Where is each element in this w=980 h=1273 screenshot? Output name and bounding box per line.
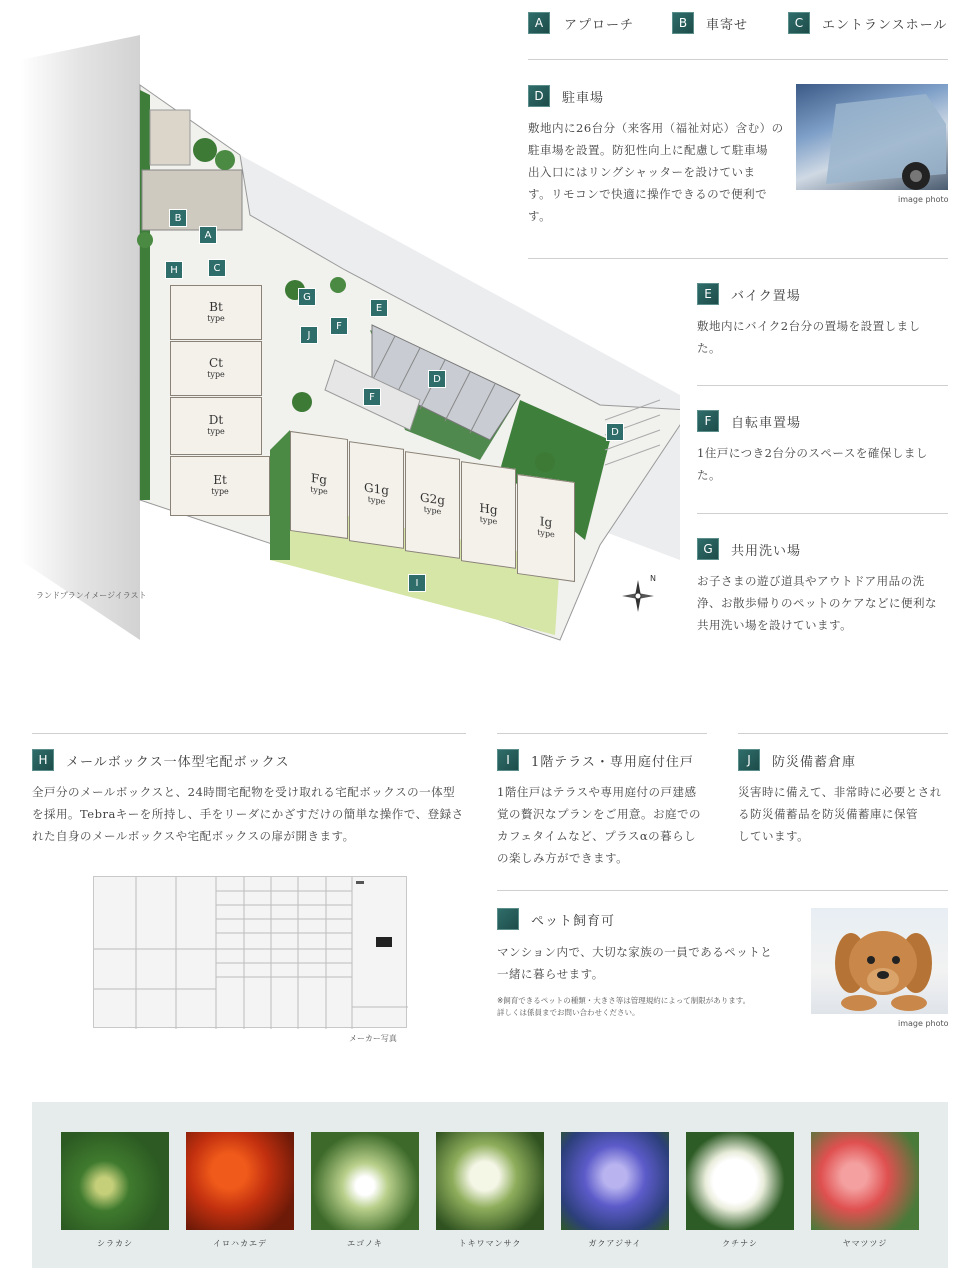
unit-label: Fg: [310, 470, 327, 488]
feature-j-heading: [738, 749, 856, 771]
text-line: しています。: [738, 829, 810, 843]
plant-name: クチナシ: [722, 1239, 758, 1248]
text-line: た。: [697, 341, 721, 355]
unit-label: G1g: [364, 480, 389, 498]
unit-g2g: [405, 451, 460, 559]
feature-g-badge: G: [697, 538, 719, 560]
unit-type: type: [211, 487, 229, 496]
feature-a-heading: [528, 12, 634, 34]
plant-name: ヤマツツジ: [842, 1239, 888, 1248]
map-marker-i[interactable]: I: [408, 574, 426, 592]
text-line: 1住戸につき2台分のスペースを確保しまし: [697, 446, 928, 460]
plant-name: エゴノキ: [347, 1239, 383, 1248]
feature-f-heading: [697, 410, 801, 432]
tokiwamansaku-photo: [436, 1132, 544, 1230]
text-line: 浄、お散歩帰りのペットのケアなどに便利な: [697, 596, 937, 610]
dog-photo-caption: image photo: [898, 1019, 949, 1028]
pet-text: [497, 941, 797, 985]
text-line: を採用。Tebraキーを所持し、手をリーダにかざすだけの簡単な操作で、登録さ: [32, 807, 464, 821]
text-line: お子さまの遊び道具やアウトドア用品の洗: [697, 574, 925, 588]
unit-ig: [517, 474, 575, 582]
unit-label: Bt: [209, 299, 223, 314]
unit-label: G2g: [420, 490, 445, 508]
text-line: の楽しみ方ができます。: [497, 851, 629, 865]
unit-label: Et: [213, 473, 227, 487]
feature-h-badge: H: [32, 749, 54, 771]
pet-notes: [497, 995, 750, 1019]
unit-et: [170, 456, 270, 516]
text-line: 1階住戸はテラスや専用庭付の戸建感: [497, 785, 697, 799]
divider: [528, 59, 948, 60]
text-line: 共用洗い場を設けています。: [697, 618, 853, 632]
text-line: た。: [697, 468, 721, 482]
feature-f-badge: F: [697, 410, 719, 432]
divider: [738, 733, 948, 734]
feature-e-badge: E: [697, 283, 719, 305]
divider: [697, 513, 948, 514]
text-line: 一緒に暮らせます。: [497, 967, 604, 981]
plant-name: シラカシ: [97, 1239, 133, 1248]
feature-a-title: アプローチ: [564, 17, 635, 33]
map-marker-g[interactable]: G: [298, 288, 316, 306]
plant-card-egonoki: [311, 1132, 419, 1249]
plant-card-shirakashi: [61, 1132, 169, 1249]
egonoki-photo: [311, 1132, 419, 1230]
text-line: す。: [528, 209, 552, 223]
shirakashi-photo: [61, 1132, 169, 1230]
feature-j-text: [738, 781, 953, 847]
unit-type: type: [423, 504, 442, 517]
plant-card-gakuajisai: [561, 1132, 669, 1249]
feature-e-heading: [697, 283, 801, 305]
note-line: ※飼育できるペットの種類・大きさ等は管理規約によって制限があります。: [497, 996, 751, 1005]
feature-a-badge: A: [528, 12, 550, 34]
text-line: 災害時に備えて、非常時に必要とされ: [738, 785, 942, 799]
feature-f-text: [697, 442, 947, 486]
feature-j-badge: J: [738, 749, 760, 771]
map-marker-a[interactable]: A: [199, 226, 217, 244]
unit-label: Ig: [539, 514, 553, 530]
feature-i-text: [497, 781, 712, 869]
map-marker-h[interactable]: H: [165, 261, 183, 279]
feature-h-text: [32, 781, 472, 847]
text-line: す。リモコンで快適に操作できるので便利で: [528, 187, 768, 201]
unit-type: type: [207, 313, 225, 323]
text-line: 出入口にはリングシャッターを設けていま: [528, 165, 756, 179]
unit-type: type: [537, 527, 555, 540]
feature-j-title: 防災備蓄倉庫: [772, 754, 857, 770]
map-marker-d-parking[interactable]: D: [428, 370, 446, 388]
feature-c-badge: C: [788, 12, 810, 34]
unit-dt: [170, 397, 262, 455]
unit-type: type: [207, 427, 225, 436]
unit-label: Ct: [208, 355, 223, 370]
unit-g1g: [349, 441, 404, 549]
unit-ct: [170, 341, 262, 396]
text-line: 駐車場を設置。防犯性向上に配慮して駐車場: [528, 143, 768, 157]
map-caption: ランドプランイメージイラスト: [36, 591, 147, 600]
unit-bt: [170, 285, 262, 340]
divider: [497, 733, 707, 734]
feature-d-title: 駐車場: [562, 90, 605, 106]
map-marker-b[interactable]: B: [169, 209, 187, 227]
unit-type: type: [479, 514, 498, 527]
text-line: 敷地内に26台分（来客用（福祉対応）含む）の: [528, 121, 784, 135]
car-photo: [796, 84, 948, 190]
text-line: 敷地内にバイク2台分の置場を設置しまし: [697, 319, 921, 333]
unit-type: type: [207, 369, 225, 379]
text-line: 全戸分のメールボックスと、24時間宅配物を受け取れる宅配ボックスの一体型: [32, 785, 456, 799]
unit-type: type: [367, 494, 386, 507]
plant-card-tokiwamansaku: [436, 1132, 544, 1249]
divider: [528, 258, 948, 259]
pet-title: ペット飼育可: [531, 913, 616, 929]
compass-north-label: N: [650, 574, 656, 583]
feature-d-text: [528, 117, 788, 227]
plant-name: トキワマンサク: [458, 1239, 522, 1248]
feature-c-title: エントランスホール: [822, 17, 948, 33]
iroha-kaede-photo: [186, 1132, 294, 1230]
feature-b-title: 車寄せ: [706, 17, 749, 33]
feature-h-heading: [32, 749, 289, 771]
mailbox-photo: [93, 876, 407, 1028]
divider: [497, 890, 948, 891]
car-photo-caption: image photo: [898, 195, 949, 204]
dog-photo: [811, 908, 948, 1014]
unit-hg: [461, 461, 516, 569]
map-marker-d-road[interactable]: D: [606, 423, 624, 441]
feature-h-title: メールボックス一体型宅配ボックス: [66, 754, 290, 770]
feature-b-badge: B: [672, 12, 694, 34]
unit-label: Hg: [479, 500, 498, 518]
unit-fg: [290, 431, 348, 539]
feature-b-heading: [672, 12, 748, 34]
map-marker-j[interactable]: J: [300, 326, 318, 344]
plant-card-iroha-kaede: [186, 1132, 294, 1249]
map-marker-f-2[interactable]: F: [363, 388, 381, 406]
mailbox-photo-caption: メーカー写真: [349, 1034, 397, 1043]
feature-e-text: [697, 315, 947, 359]
feature-i-heading: [497, 749, 694, 771]
compass-icon: [620, 574, 656, 614]
feature-e-title: バイク置場: [731, 288, 801, 304]
plant-name: イロハカエデ: [213, 1239, 267, 1248]
unit-type: type: [310, 484, 328, 497]
feature-d-heading: [528, 85, 604, 107]
feature-g-title: 共用洗い場: [731, 543, 802, 559]
plant-card-yamatsutsuji: [811, 1132, 919, 1249]
kuchinashi-photo: [686, 1132, 794, 1230]
text-line: マンション内で、大切な家族の一員であるペットと: [497, 945, 773, 959]
plant-name: ガクアジサイ: [588, 1239, 642, 1248]
feature-g-text: [697, 570, 952, 636]
feature-c-heading: [788, 12, 947, 34]
feature-f-title: 自転車置場: [731, 415, 802, 431]
feature-d-badge: D: [528, 85, 550, 107]
note-line: 詳しくは係員までお問い合わせください。: [497, 1008, 640, 1017]
feature-i-badge: I: [497, 749, 519, 771]
text-line: る防災備蓄品を防災備蓄庫に保管: [738, 807, 918, 821]
unit-label: Dt: [208, 413, 224, 427]
text-line: 覚の贅沢なプランをご用意。お庭での: [497, 807, 701, 821]
text-line: カフェタイムなど、プラスαの暮らし: [497, 829, 697, 843]
divider: [32, 733, 466, 734]
pet-badge: [497, 908, 519, 930]
map-marker-e[interactable]: E: [370, 299, 388, 317]
gakuajisai-photo: [561, 1132, 669, 1230]
feature-i-title: 1階テラス・専用庭付住戸: [531, 754, 694, 770]
plant-card-kuchinashi: [686, 1132, 794, 1249]
yamatsutsuji-photo: [811, 1132, 919, 1230]
text-line: れた自身のメールボックスや宅配ボックスの扉が開きます。: [32, 829, 355, 843]
feature-g-heading: [697, 538, 801, 560]
divider: [697, 385, 948, 386]
map-marker-c[interactable]: C: [208, 259, 226, 277]
pet-heading: [497, 908, 615, 930]
map-marker-f-1[interactable]: F: [330, 317, 348, 335]
